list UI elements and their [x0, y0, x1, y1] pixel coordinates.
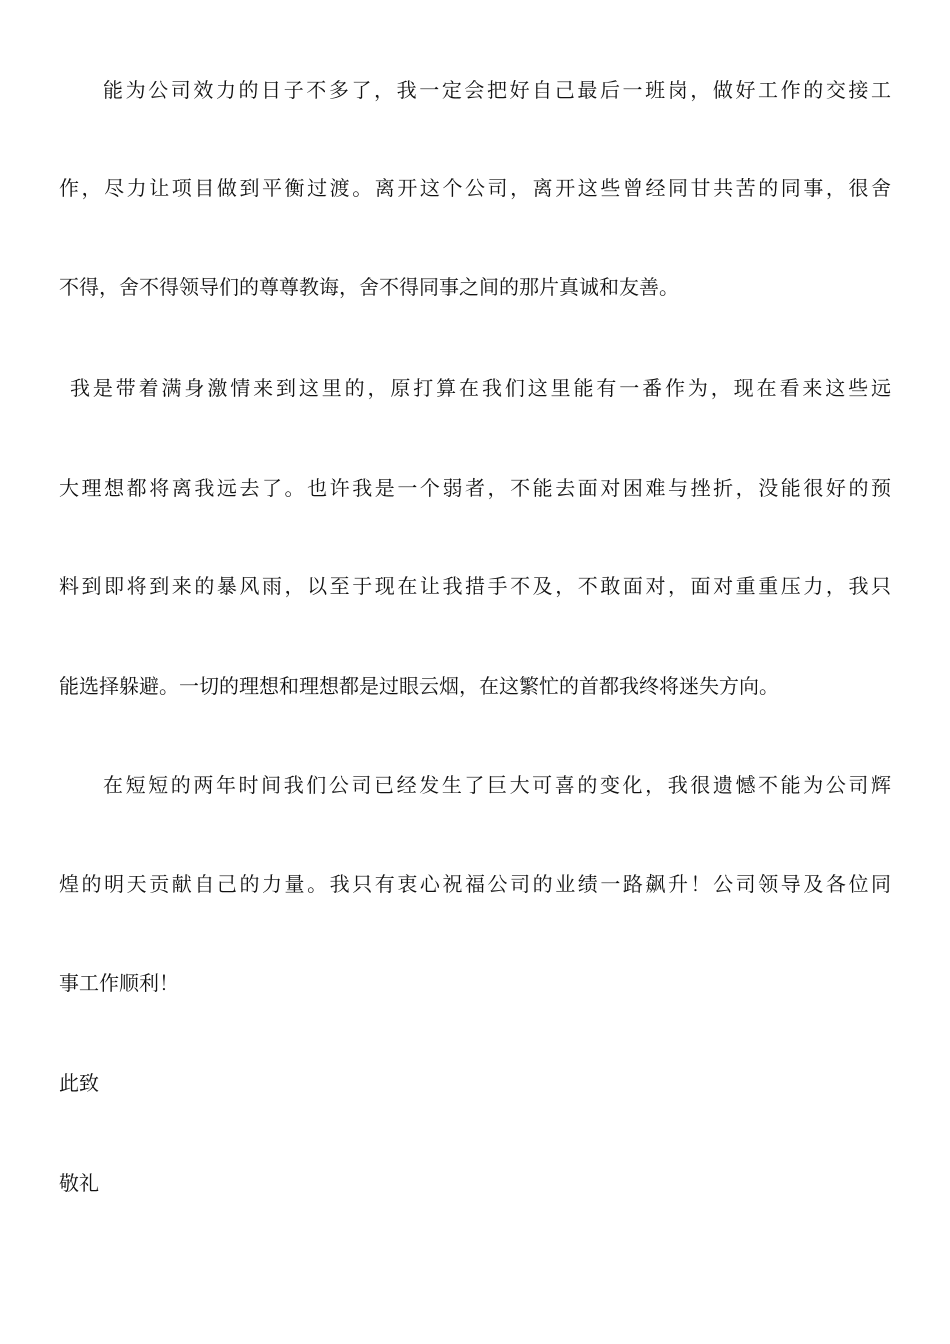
- paragraph-2-line-4: 能选择躲避。一切的理想和理想都是过眼云烟，在这繁忙的首都我终将迷失方向。: [59, 674, 779, 698]
- closing-salutation: 此致: [59, 1071, 99, 1095]
- paragraph-1-line-1: 能为公司效力的日子不多了，我一定会把好自己最后一班岗，做好工作的交接工: [103, 78, 891, 102]
- paragraph-2-line-1: 我是带着满身激情来到这里的，原打算在我们这里能有一番作为，现在看来这些远: [70, 376, 891, 400]
- closing-regards: 敬礼: [59, 1171, 99, 1195]
- paragraph-2-line-2: 大理想都将离我远去了。也许我是一个弱者，不能去面对困难与挫折，没能很好的预: [59, 476, 891, 500]
- paragraph-3-line-1: 在短短的两年时间我们公司已经发生了巨大可喜的变化，我很遗憾不能为公司辉: [103, 773, 891, 797]
- paragraph-3-line-3: 事工作顺利！: [59, 971, 179, 995]
- paragraph-2-line-3: 料到即将到来的暴风雨，以至于现在让我措手不及，不敢面对，面对重重压力，我只: [59, 574, 891, 598]
- paragraph-1-line-3: 不得，舍不得领导们的尊尊教诲，舍不得同事之间的那片真诚和友善。: [59, 275, 679, 299]
- paragraph-3-line-2: 煌的明天贡献自己的力量。我只有衷心祝福公司的业绩一路飙升！公司领导及各位同: [59, 872, 891, 896]
- paragraph-1-line-2: 作，尽力让项目做到平衡过渡。离开这个公司，离开这些曾经同甘共苦的同事，很舍: [59, 176, 891, 200]
